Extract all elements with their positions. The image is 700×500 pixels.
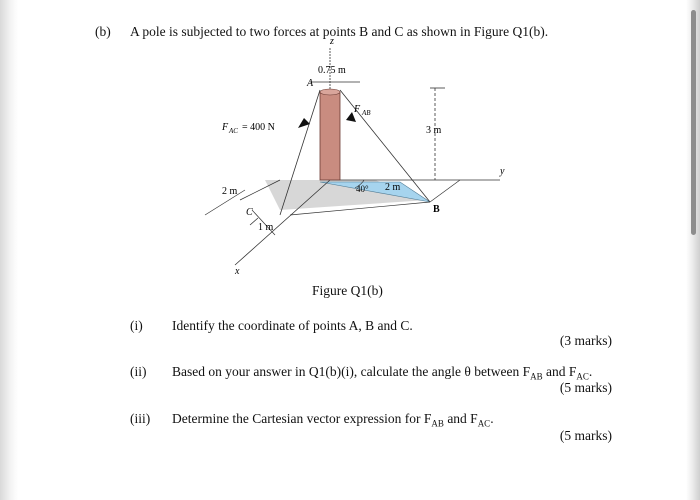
label-1m: 1 m xyxy=(258,222,274,233)
q1-marks: (3 marks) xyxy=(559,333,612,348)
point-c-mark xyxy=(250,218,258,225)
q1-text: Identify the coordinate of points A, B and C. xyxy=(172,318,413,333)
part-label: (b) xyxy=(95,24,111,39)
q3-text xyxy=(172,411,494,429)
q1-num: (i) xyxy=(130,318,143,333)
label-z: z xyxy=(330,36,334,47)
intro-text: A pole is subjected to two forces at points B and C as shown in Figure Q1(b). xyxy=(130,24,549,39)
q2-num: (ii) xyxy=(130,364,147,379)
q3-text-a: Determine the Cartesian vector expression for F xyxy=(172,411,432,426)
q2-text xyxy=(172,364,592,382)
q3-sub1: AB xyxy=(431,418,444,429)
q2-text-a: Based on your answer in Q1(b)(i), calculate the angle θ between F xyxy=(172,364,531,379)
label-b: B xyxy=(433,204,440,215)
figure-caption: Figure Q1(b) xyxy=(312,283,383,298)
label-2m-a: 2 m xyxy=(222,186,238,197)
label-fac-sub: AC xyxy=(229,127,238,135)
q2-text-b: and F xyxy=(542,364,577,379)
label-c: C xyxy=(246,207,253,218)
label-fac: F xyxy=(222,122,229,133)
q2-text-c: . xyxy=(588,364,593,379)
figure xyxy=(180,30,520,280)
label-2m-b: 2 m xyxy=(385,182,401,193)
label-x: x xyxy=(235,266,240,277)
label-y: y xyxy=(500,166,505,177)
q3-text-b: and F xyxy=(443,411,478,426)
q3-sub2: AC xyxy=(477,418,491,429)
q3-marks: (5 marks) xyxy=(559,428,612,443)
page-edge-left xyxy=(0,0,18,500)
plane-line xyxy=(430,180,460,202)
q2-sub1: AB xyxy=(530,371,543,382)
label-fab: F xyxy=(354,104,361,115)
pole xyxy=(320,92,340,180)
label-fac-value: = 400 N xyxy=(242,122,275,133)
label-075: 0.75 m xyxy=(318,65,346,76)
q3-num: (iii) xyxy=(130,411,151,426)
pole-top xyxy=(320,89,340,95)
label-angle: 40° xyxy=(356,184,369,194)
figure-diagram xyxy=(180,30,520,280)
q3-text-c: . xyxy=(490,411,494,426)
label-a: A xyxy=(307,78,314,89)
q2-marks: (5 marks) xyxy=(559,380,612,395)
label-fab-sub: AB xyxy=(362,109,371,117)
scrollbar[interactable] xyxy=(691,10,696,235)
q2-sub2: AC xyxy=(576,371,589,382)
label-3m: 3 m xyxy=(426,125,442,136)
